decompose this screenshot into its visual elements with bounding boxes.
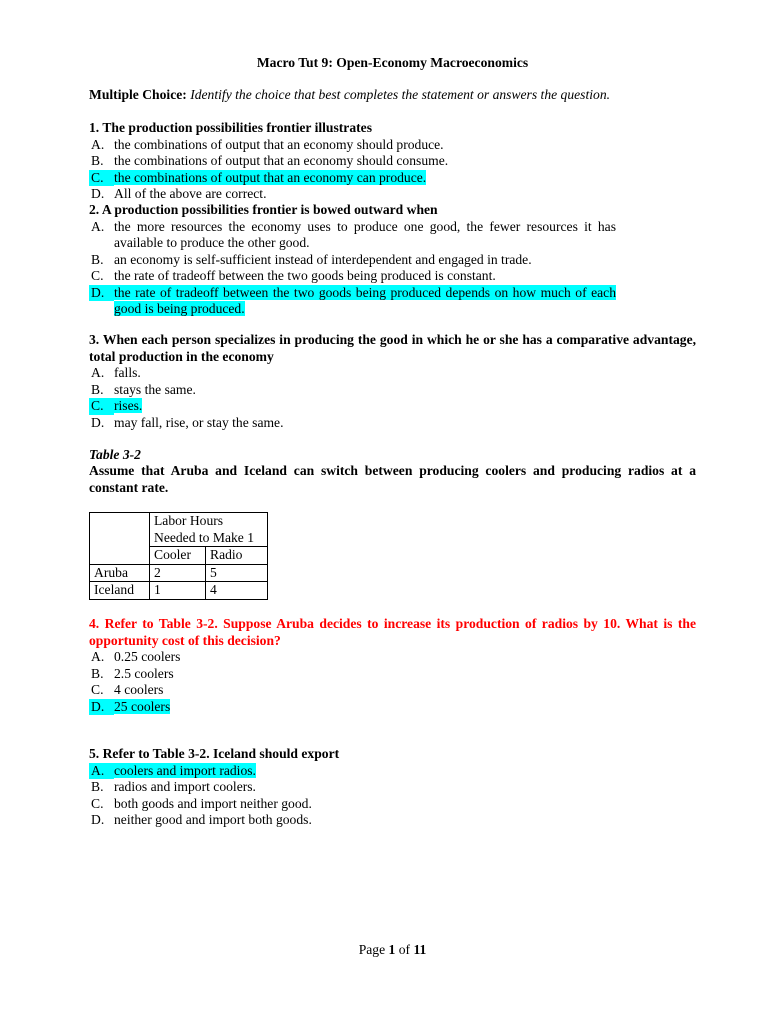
- question-1-stem: The production possibilities frontier illustrates: [102, 120, 372, 135]
- table-row: [90, 564, 268, 582]
- question-2-option-c[interactable]: [89, 268, 696, 285]
- option-letter: C.: [91, 682, 104, 697]
- page-number: [89, 942, 696, 959]
- option-text: neither good and import both goods.: [114, 812, 312, 827]
- question-4-option-b[interactable]: [89, 666, 696, 683]
- question-4-stem: Refer to Table 3-2. Suppose Aruba decides to increase its production of radios by 10. What is the opportunity cost of this decision?: [89, 616, 696, 648]
- option-text: All of the above are correct.: [114, 186, 267, 201]
- option-letter: D.: [89, 699, 114, 716]
- question-1-text: [89, 120, 696, 137]
- current-page: 1: [388, 942, 396, 957]
- option-text: coolers and import radios.: [114, 762, 256, 778]
- table-cell: 1: [150, 582, 206, 600]
- table-header-row: [90, 513, 268, 547]
- question-4: [89, 616, 696, 715]
- option-text: the more resources the economy uses to produce one good, the fewer resources it has available to produce the other good.: [114, 218, 616, 250]
- page-title: Macro Tut 9: Open-Economy Macroeconomics: [256, 55, 529, 70]
- table-column-header: Cooler: [150, 547, 206, 565]
- option-letter: B.: [91, 665, 104, 681]
- option-letter: A.: [91, 365, 105, 380]
- option-text: the combinations of output that an economy should consume.: [114, 153, 449, 168]
- option-letter: D.: [91, 812, 105, 827]
- option-letter: A.: [91, 136, 105, 152]
- question-5-option-c[interactable]: [89, 796, 696, 813]
- option-text: an economy is self-sufficient instead of interdependent and engaged in trade.: [114, 251, 532, 267]
- question-2: [89, 202, 696, 318]
- question-3-text: [89, 332, 696, 365]
- question-3-option-a[interactable]: [89, 365, 696, 382]
- option-letter: B.: [91, 381, 104, 397]
- option-text: both goods and import neither good.: [114, 795, 312, 811]
- table-cell: 5: [206, 564, 268, 582]
- of-word: of: [398, 942, 411, 957]
- option-text: the rate of tradeoff between the two goods being produced is constant.: [114, 268, 496, 283]
- option-text: 2.5 coolers: [114, 665, 174, 681]
- document-page: [89, 0, 696, 1024]
- question-2-option-d[interactable]: [89, 285, 696, 318]
- table-title: Table 3-2: [89, 447, 141, 462]
- option-text: radios and import coolers.: [114, 779, 256, 794]
- table-description: Assume that Aruba and Iceland can switch between producing coolers and producing radios at a constant rate.: [89, 463, 696, 495]
- option-letter: C.: [91, 268, 104, 283]
- labor-hours-table: [89, 512, 268, 600]
- question-3-option-c[interactable]: [89, 398, 696, 415]
- table-column-header: Radio: [206, 547, 268, 565]
- option-letter: D.: [89, 285, 114, 302]
- question-4-option-d[interactable]: [89, 699, 696, 716]
- option-letter: C.: [89, 398, 114, 415]
- question-5-stem: Refer to Table 3-2. Iceland should export: [102, 746, 340, 761]
- option-text: falls.: [114, 365, 141, 380]
- option-letter: B.: [91, 153, 104, 168]
- question-5-option-d[interactable]: [89, 812, 696, 829]
- question-5-option-a[interactable]: [89, 763, 696, 780]
- option-letter: B.: [91, 779, 104, 794]
- option-text: 4 coolers: [114, 682, 164, 697]
- option-letter: D.: [91, 414, 105, 430]
- table-cell: 2: [150, 564, 206, 582]
- option-text: 25 coolers: [114, 698, 171, 714]
- option-letter: D.: [91, 186, 105, 201]
- table-row: [90, 582, 268, 600]
- question-1-option-c[interactable]: [89, 170, 696, 187]
- question-1-option-a[interactable]: [89, 137, 696, 154]
- table-corner-cell: [90, 513, 150, 565]
- question-5: [89, 746, 696, 829]
- question-2-option-a[interactable]: [89, 219, 696, 252]
- total-pages: 11: [413, 942, 427, 957]
- question-4-option-c[interactable]: [89, 682, 696, 699]
- question-2-text: [89, 202, 696, 219]
- question-3-stem: When each person specializes in producing the good in which he or she has a comparative advantage, total production in the economy: [89, 332, 696, 364]
- option-text: the combinations of output that an economy can produce.: [114, 169, 427, 185]
- instructions-text: Identify the choice that best completes the statement or answers the question.: [190, 87, 611, 102]
- table-row-label: Iceland: [90, 582, 150, 600]
- table-cell: 4: [206, 582, 268, 600]
- question-4-option-a[interactable]: [89, 649, 696, 666]
- option-text: the combinations of output that an economy should produce.: [114, 136, 444, 152]
- question-5-text: [89, 746, 696, 763]
- option-text: rises.: [114, 398, 143, 413]
- option-text: 0.25 coolers: [114, 649, 181, 664]
- table-row-label: Aruba: [90, 564, 150, 582]
- option-letter: A.: [91, 649, 105, 664]
- instructions-label: Multiple Choice:: [89, 87, 187, 102]
- question-2-option-b[interactable]: [89, 252, 696, 269]
- question-2-number: 2.: [89, 202, 100, 217]
- option-letter: B.: [91, 251, 104, 267]
- option-text: the rate of tradeoff between the two goods being produced depends on how much of each good is being produced.: [114, 284, 616, 316]
- question-1-number: 1.: [89, 120, 100, 135]
- question-1-option-d[interactable]: [89, 186, 696, 203]
- question-5-number: 5.: [89, 746, 100, 761]
- question-2-stem: A production possibilities frontier is bowed outward when: [101, 202, 438, 217]
- question-4-number: 4.: [89, 616, 100, 631]
- page-word: Page: [358, 942, 386, 957]
- question-3-option-d[interactable]: [89, 415, 696, 432]
- option-letter: C.: [89, 170, 114, 187]
- question-1: [89, 120, 696, 203]
- question-1-option-b[interactable]: [89, 153, 696, 170]
- question-3: [89, 332, 696, 431]
- option-text: may fall, rise, or stay the same.: [114, 414, 284, 430]
- option-text: stays the same.: [114, 381, 196, 397]
- question-5-option-b[interactable]: [89, 779, 696, 796]
- option-letter: C.: [91, 795, 104, 811]
- table-group-header: Labor Hours Needed to Make 1: [150, 513, 268, 547]
- question-4-text: [89, 616, 696, 649]
- question-3-number: 3.: [89, 332, 100, 347]
- instructions: [89, 87, 696, 104]
- question-3-option-b[interactable]: [89, 382, 696, 399]
- option-letter: A.: [89, 763, 114, 780]
- option-letter: A.: [91, 218, 105, 234]
